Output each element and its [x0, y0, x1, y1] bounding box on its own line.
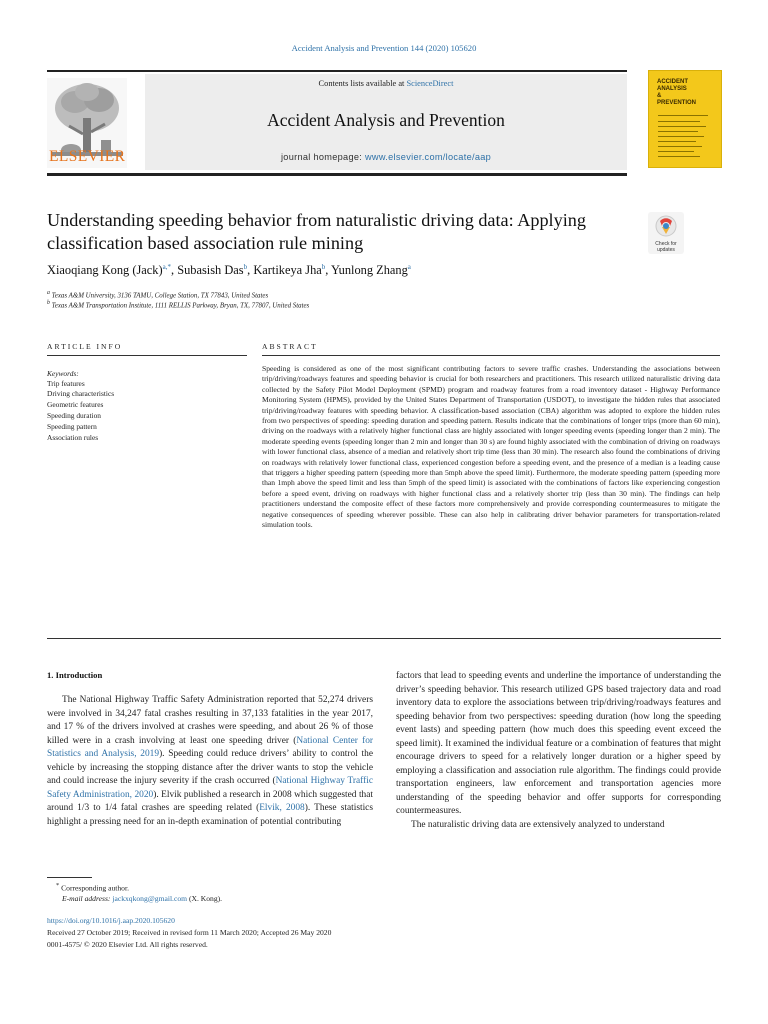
affiliation: $^b$ Texas A&M Transportation Institute, 1111 RELLIS Parkway, Bryan, TX, 77807, United States: [47, 300, 310, 310]
svg-text:Check for: Check for: [655, 241, 677, 247]
cover-line: [658, 141, 696, 142]
author-name[interactable]: Xiaoqiang Kong (Jack): [47, 263, 163, 278]
cover-title: ACCIDENT ANALYSIS & PREVENTION: [657, 79, 697, 106]
masthead-center-box: [145, 74, 627, 170]
keyword-item: Geometric features: [47, 400, 104, 409]
keyword-item: Speeding duration: [47, 411, 101, 420]
abstract-text: Speeding is considered as one of the most significant contributing factors to severe traffic crashes. Understanding the associations between trip/driving/roadways features and speeding behavior is crucial for both researchers and practitioners. This research utilized naturalistic driving data collected by the Safety Pilot Model Deployment (SPMD) program and roadway features from a road inventory dataset - Highway Performance Monitoring System (HPMS), provided by the United States Department of Transportation (USDOT), to investigate the hidden rules that associated trip/driving/roadway features with speeding behavior. A classification-based association (CBA) algorithm was adopted to explore the hidden rules from two perspectives of speeding: speeding duration and speeding pattern. Results indicate that the combinations of longer trips (more than 60 min), driving on the roadways with a relatively higher functional class are highly associated with longer speeding events (speeding longer than 2 min). The moderate speeding events (speeding longer than 2 min and longer than 30 s) are found highly associated with the combination of driving on roadways with lower functional class, absence of a median and relatively short trip time (less than 30 min). The research also found the combinations of driving on roadways with relatively lower functional class, experienced congestion before a speeding event, and the presence of a median is a leading cause that triggers a higher speeding pattern (speeding more than 5mph above the speed limit). Furthermore, the moderate speeding pattern (speeding more than 1mph above the speed limit and less than 5mph of the speed limit) is associated with the combinations of factors like experiencing congestion before a speed event, driving on roadways with higher functional class and a relatively shorter trip (less than 30 min). The findings can help practitioners understand the composite effect of these factors more comprehensively and provide corresponding countermeasures to mitigate the negative consequences of speeding wherever possible. These can also help in calibrating driver behavior parameters for transportation-related simulation tools.: [262, 364, 720, 530]
intro-paragraph: The National Highway Traffic Safety Administration reported that 52,274 drivers were involved in 34,247 fatal crashes resulting in 37,133 fatalities in the year 2017, and 17 % of the drivers involved at crashes were speeding, and about 26 % of those killed were in a crash involving at least one speeding driver (National Center for Statistics and Analysis, 2019). Speeding could reduce drivers’ ability to control the vehicle by increasing the stopping distance after the driver wants to stop the vehicle and could increase the injury severity if the crash occurred (National Highway Traffic Safety Administration, 2020). Elvik published a research in 2008 which suggested that around 1/3 to 1/4 fatal crashes are speeding related (Elvik, 2008). These statistics highlight a pressing need for an in-depth examination of potential contributing: [47, 695, 374, 827]
cover-line: [658, 126, 706, 127]
journal-name: Accident Analysis and Prevention: [267, 110, 505, 130]
doi-link[interactable]: https://doi.org/10.1016/j.aap.2020.105620: [47, 916, 175, 925]
author-affiliation-mark[interactable]: a,*: [162, 263, 171, 271]
author-name[interactable]: Subasish Das: [177, 263, 244, 278]
cover-line: [658, 146, 702, 147]
cover-line: [658, 151, 694, 152]
cover-line: [658, 115, 708, 116]
abstract-heading: ABSTRACT: [262, 342, 318, 351]
article-info-rule: [47, 355, 247, 356]
footnote-rule: [47, 877, 92, 878]
cover-line: [658, 156, 700, 157]
cover-line: [658, 121, 700, 122]
received-dates: Received 27 October 2019; Received in revised form 11 March 2020; Accepted 26 May 2020: [47, 928, 332, 937]
corresponding-author-note: * Corresponding author.: [56, 882, 129, 893]
svg-text:updates: updates: [657, 247, 675, 253]
intro-paragraph: The naturalistic driving data are extensively analyzed to understand: [411, 819, 665, 830]
citation-link[interactable]: National Highway Traffic Safety Administration, 2020: [47, 776, 373, 800]
abstract-rule: [262, 355, 720, 356]
keyword-item: Association rules: [47, 433, 99, 442]
cover-line: [658, 131, 698, 132]
email-note: E-mail address: jackxqkong@gmail.com (X. Kong).: [62, 894, 223, 903]
masthead: [47, 70, 721, 178]
contents-line: Contents lists available at ScienceDirect: [318, 79, 454, 88]
author-name[interactable]: Yunlong Zhang: [331, 263, 408, 278]
author-name[interactable]: Kartikeya Jha: [253, 263, 322, 278]
keyword-item: Trip features: [47, 379, 85, 388]
abstract-bottom-rule: [47, 638, 721, 639]
author-list: Xiaoqiang Kong (Jack)$^{a,*}$, Subasish Das$^b$, Kartikeya Jha$^b$, Yunlong Zhang$^a$: [47, 263, 411, 278]
email-link[interactable]: jackxqkong@gmail.com: [112, 894, 188, 903]
cover-line: [658, 136, 704, 137]
section-heading-introduction: 1. Introduction: [47, 670, 103, 680]
affiliation: $^a$ Texas A&M University, 3136 TAMU, College Station, TX 77843, United States: [47, 290, 269, 300]
keyword-item: Driving characteristics: [47, 389, 115, 398]
sciencedirect-link[interactable]: ScienceDirect: [406, 79, 454, 88]
author-affiliation-mark[interactable]: b: [321, 263, 326, 271]
author-affiliation-mark[interactable]: b: [243, 263, 248, 271]
intro-paragraph: factors that lead to speeding events and underline the importance of understanding the driver’s speeding behavior. This research utilized GPS based trajectory data and road inventory data to explore the associations between trip/driving/roadways features and speeding behavior from two perspectives: speeding duration (how long the speeding event lasts) and speeding pattern (how much does this speeding event exceed the speed limit). It examined the individual feature or a combination of features that might encourage drivers to speed for a relatively longer duration or a higher speed by employing a classification and association rule algorithm. The findings could provide transportation engineers, law enforcement and transportation agencies more understanding of the speeding behavior and offer supports for corresponding countermeasures.: [396, 671, 721, 816]
citation-link[interactable]: Elvik, 2008: [259, 803, 305, 813]
author-affiliation-mark[interactable]: a: [407, 263, 411, 271]
copyright-line: 0001-4575/ © 2020 Elsevier Ltd. All rights reserved.: [47, 940, 208, 949]
intro-column-right: [396, 670, 721, 832]
journal-reference[interactable]: Accident Analysis and Prevention 144 (2020) 105620: [291, 43, 477, 53]
publisher-wordmark[interactable]: ELSEVIER: [49, 148, 126, 165]
article-info-heading: ARTICLE INFO: [47, 342, 123, 351]
citation-link[interactable]: National Center for Statistics and Analysis, 2019: [47, 735, 373, 759]
check-for-updates-icon[interactable]: [648, 212, 684, 254]
article-title: Understanding speeding behavior from naturalistic driving data: Applying classification based association rule mining: [47, 210, 586, 253]
journal-cover-thumbnail[interactable]: [648, 70, 722, 168]
masthead-top-rule: [47, 70, 627, 72]
homepage-line: journal homepage: www.elsevier.com/locate/aap: [280, 152, 492, 162]
keywords-label: Keywords:: [47, 369, 79, 378]
intro-column-left: [47, 694, 373, 829]
masthead-bottom-rule: [47, 173, 627, 176]
keyword-item: Speeding pattern: [47, 422, 97, 431]
homepage-link[interactable]: www.elsevier.com/locate/aap: [365, 152, 492, 162]
